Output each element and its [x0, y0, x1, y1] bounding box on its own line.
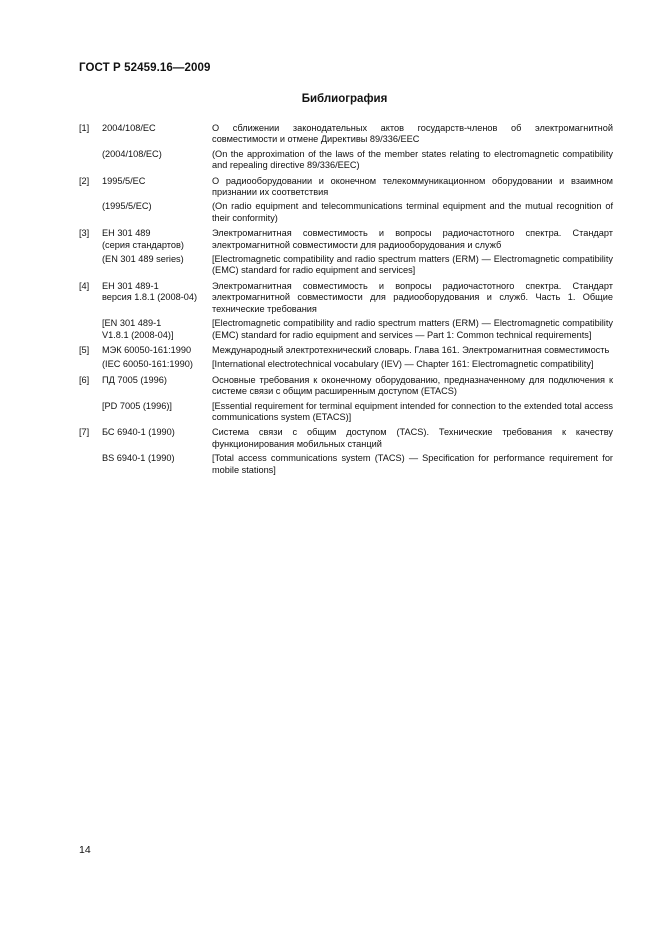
entry-description: Электромагнитная совместимость и вопросы радиочастотного спектра. Стандарт электромагнитной совместимости для радиооборудования и служб [212, 228, 613, 250]
entry-description: О сближении законодательных актов государств-членов об электромагнитной совместимости и отмене Директивы 89/336/EEC [212, 123, 613, 145]
entry-id: BS 6940-1 (1990) [102, 453, 175, 464]
bibliography-entry [79, 281, 620, 341]
entry-row [79, 427, 620, 450]
entry-row [79, 176, 620, 199]
entry-number: [5] [79, 344, 90, 355]
entry-number: [6] [79, 374, 90, 385]
entry-id: (EN 301 489 series) [102, 254, 184, 265]
entry-id: [EN 301 489-1 V1.8.1 (2008-04)] [102, 318, 174, 340]
bibliography-entry [79, 345, 620, 371]
bibliography-list [79, 123, 620, 480]
entry-id: ЕН 301 489 (серия стандартов) [102, 228, 184, 250]
entry-row [79, 281, 620, 315]
entry-row [79, 201, 620, 224]
entry-row [79, 453, 620, 476]
entry-id: 2004/108/EC [102, 123, 156, 133]
entry-description: (On radio equipment and telecommunications terminal equipment and the mutual recognition of their conformity) [212, 201, 613, 223]
entry-row [79, 359, 620, 370]
entry-description: [Essential requirement for terminal equipment intended for connection to the extended total access communications system (ETACS)] [212, 400, 613, 422]
entry-id: 1995/5/EC [102, 175, 146, 186]
bibliography-entry [79, 375, 620, 424]
entry-number: [1] [79, 123, 90, 133]
entry-row [79, 149, 620, 172]
entry-description: [Electromagnetic compatibility and radio spectrum matters (ERM) — Electromagnetic compatibility (EMC) standard for radio equipment and services] [212, 254, 613, 276]
entry-id: ПД 7005 (1996) [102, 374, 167, 385]
entry-row [79, 254, 620, 277]
entry-description: [Electromagnetic compatibility and radio spectrum matters (ERM) — Electromagnetic compatibility (EMC) standard for radio equipment and services — Part 1: Common technical requirements] [212, 318, 613, 340]
entry-number: [3] [79, 228, 90, 239]
bibliography-entry [79, 123, 620, 172]
entry-description: О радиооборудовании и оконечном телекоммуникационном оборудовании и взаимном признании их соответствия [212, 175, 613, 198]
entry-row [79, 123, 620, 146]
entry-number: [4] [79, 280, 90, 291]
entry-row [79, 345, 620, 356]
entry-row [79, 318, 620, 341]
entry-description: Международный электротехнический словарь. Глава 161. Электромагнитная совместимость [212, 344, 610, 355]
entry-row [79, 401, 620, 424]
entry-number: [7] [79, 427, 90, 438]
entry-description: Система связи с общим доступом (TACS). Технические требования к качеству функционирования мобильных станций [212, 427, 613, 449]
entry-description: Основные требования к оконечному оборудованию, предназначенному для подключения к системе связи с общим расширенным доступом (ETACS) [212, 374, 613, 397]
entry-id: МЭК 60050-161:1990 [102, 344, 192, 355]
entry-description: (On the approximation of the laws of the member states relating to electromagnetic compatibility and repealing directive 89/336/EEC) [212, 148, 613, 171]
page-number: 14 [79, 844, 91, 856]
entry-description: [International electrotechnical vocabulary (IEV) — Chapter 161: Electromagnetic compatibility] [212, 359, 594, 370]
section-title: Библиография [301, 93, 388, 105]
entry-description: Электромагнитная совместимость и вопросы радиочастотного спектра. Стандарт электромагнитной совместимости для радиооборудования и служб. Часть 1. Общие технические требования [212, 280, 613, 314]
entry-id: БС 6940-1 (1990) [102, 427, 175, 438]
entry-description: [Total access communications system (TACS) — Specification for performance requirement for mobile stations] [212, 453, 613, 475]
document-header: ГОСТ Р 52459.16—2009 [79, 62, 211, 74]
bibliography-entry [79, 427, 620, 476]
entry-id: (2004/108/EC) [102, 148, 162, 159]
entry-id: ЕН 301 489-1 версия 1.8.1 (2008-04) [102, 280, 198, 303]
entry-number: [2] [79, 175, 90, 186]
entry-row [79, 228, 620, 251]
entry-id: [PD 7005 (1996)] [102, 400, 172, 411]
entry-row [79, 375, 620, 398]
bibliography-entry [79, 228, 620, 277]
bibliography-entry [79, 176, 620, 225]
entry-id: (1995/5/EC) [102, 201, 152, 212]
entry-id: (IEC 60050-161:1990) [102, 359, 193, 370]
